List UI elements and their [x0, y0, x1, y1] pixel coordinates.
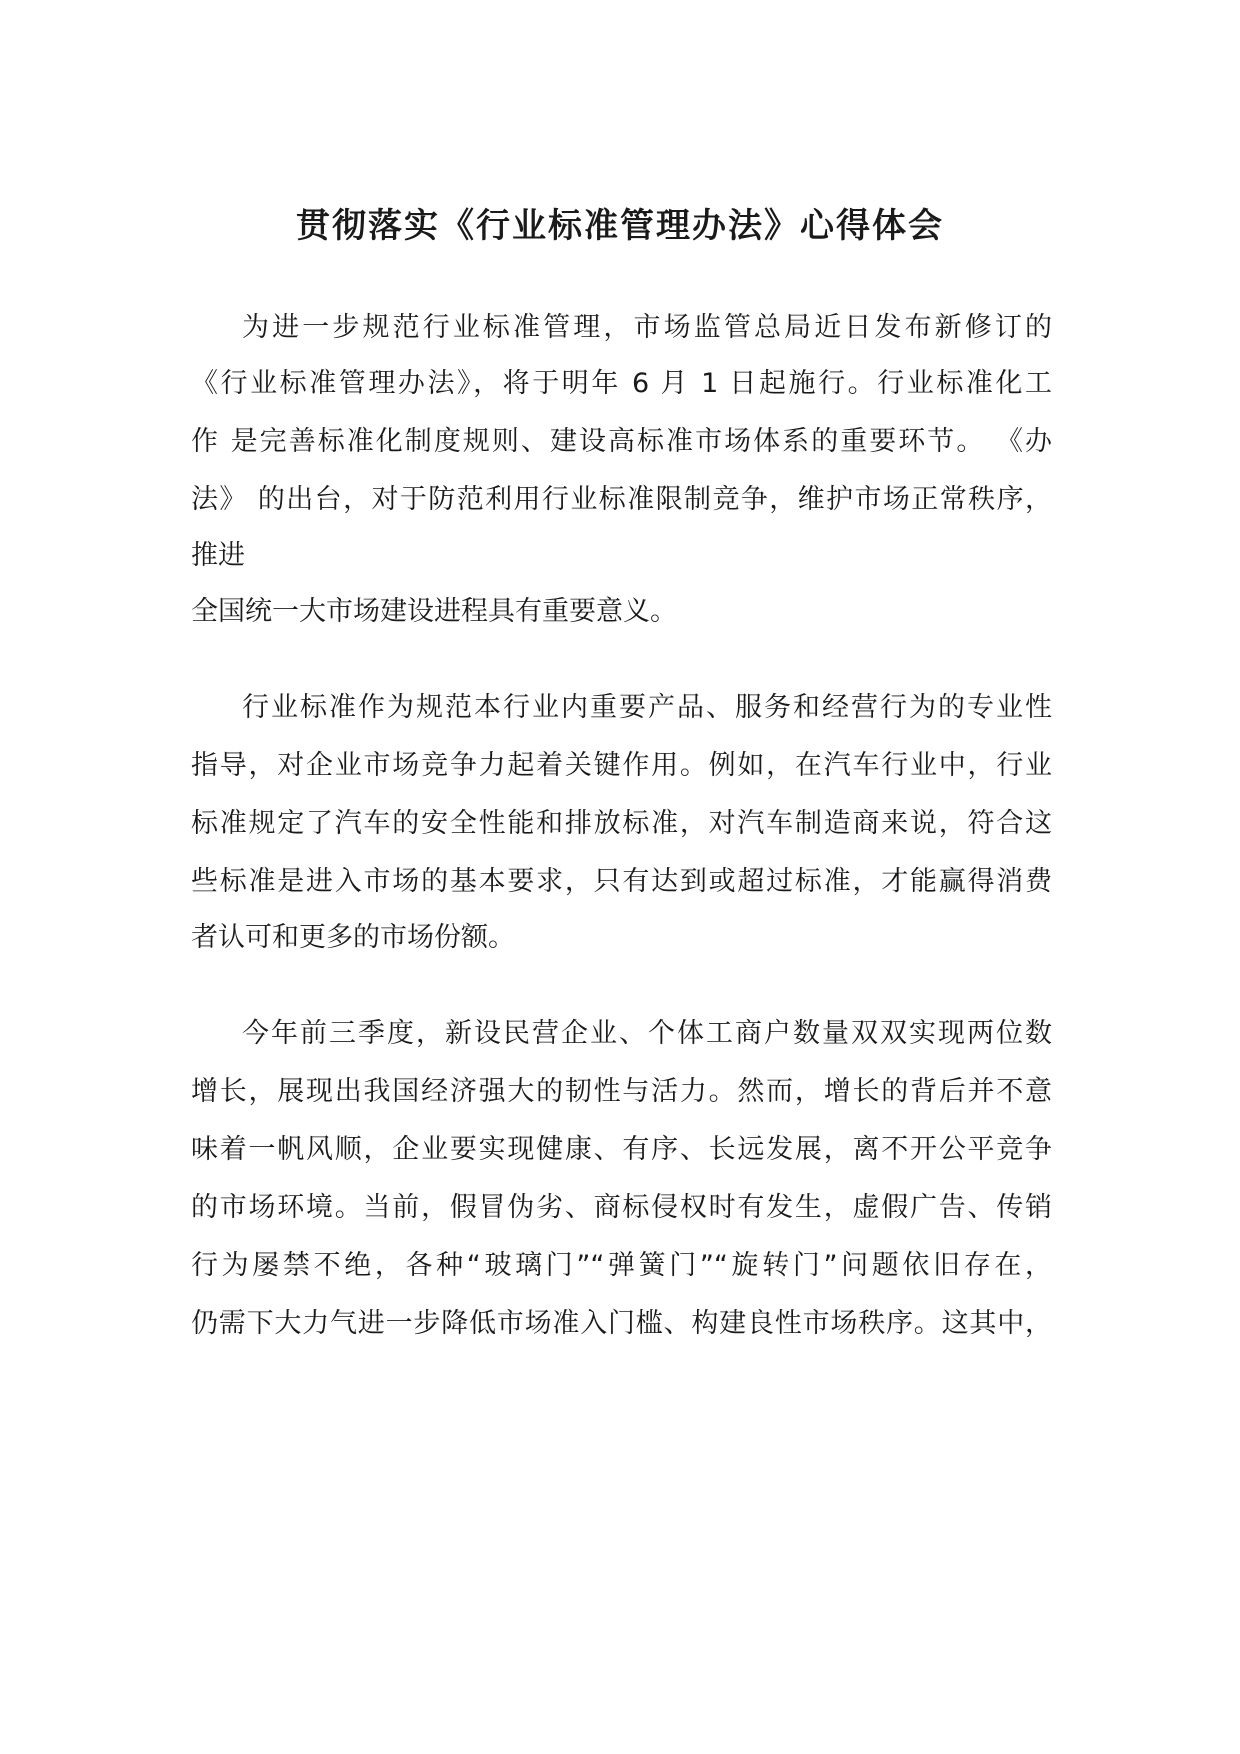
paragraph-2-line-5: 者认可和更多的市场份额。 — [191, 922, 515, 953]
paragraph-3-line-4: 的市场环境。当前，假冒伪劣、商标侵权时有发生，虚假广告、传销 — [191, 1192, 1052, 1223]
paragraph-3-line-2: 增长，展现出我国经济强大的韧性与活力。然而，增长的背后并不意 — [191, 1076, 1052, 1107]
paragraph-3-line-1: 今年前三季度，新设民营企业、个体工商户数量双双实现两位数 — [242, 1018, 1052, 1049]
paragraph-1-line-5: 推进 — [191, 540, 245, 571]
paragraph-1-line-4: 法》 的出台，对于防范利用行业标准限制竞争，维护市场正常秩序， — [191, 484, 1052, 515]
paragraph-2-line-2: 指导，对企业市场竞争力起着关键作用。例如，在汽车行业中，行业 — [191, 750, 1052, 781]
paragraph-3-line-6: 仍需下大力气进一步降低市场准入门槛、构建良性市场秩序。这其中， — [191, 1308, 1052, 1339]
paragraph-1-line-1: 为进一步规范行业标准管理，市场监管总局近日发布新修订的 — [242, 312, 1052, 343]
paragraph-3-line-3: 味着一帆风顺，企业要实现健康、有序、长远发展，离不开公平竞争 — [191, 1134, 1052, 1165]
paragraph-2-line-3: 标准规定了汽车的安全性能和排放标准，对汽车制造商来说，符合这 — [191, 808, 1052, 839]
paragraph-2-line-4: 些标准是进入市场的基本要求，只有达到或超过标准，才能赢得消费 — [191, 866, 1052, 897]
paragraph-1-line-6: 全国统一大市场建设进程具有重要意义。 — [191, 596, 677, 627]
paragraph-1-line-3: 作 是完善标准化制度规则、建设高标准市场体系的重要环节。 《办 — [191, 426, 1052, 457]
paragraph-2-line-1: 行业标准作为规范本行业内重要产品、服务和经营行为的专业性 — [242, 692, 1052, 723]
paragraph-1-line-2: 《行业标准管理办法》，将于明年 6 月 1 日起施行。行业标准化工 — [191, 368, 1052, 399]
paragraph-3-line-5: 行为屡禁不绝，各种“玻璃门”“弹簧门”“旋转门”问题依旧存在， — [191, 1250, 1052, 1281]
document-title: 贯彻落实《行业标准管理办法》心得体会 — [296, 206, 944, 246]
